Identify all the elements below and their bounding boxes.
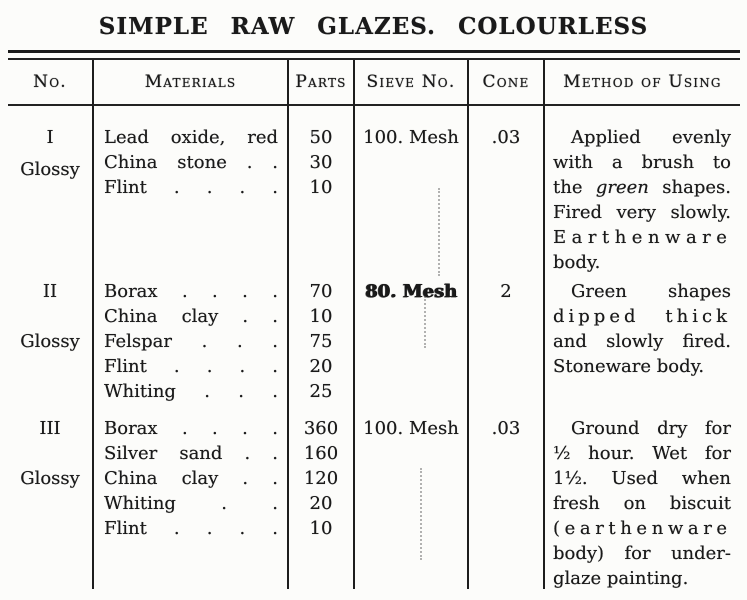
row-3-cone-cell: [467, 414, 543, 589]
parts-value: 70: [309, 281, 333, 302]
row-1-materials-cell: [92, 106, 287, 277]
method-text-italic: green: [595, 177, 649, 198]
material-line: Lead oxide, red: [104, 127, 278, 148]
material-line: Whiting . .: [104, 493, 278, 514]
parts-value: 25: [309, 381, 333, 402]
row-1-parts-cell: [287, 106, 353, 277]
row-1-sieve-cell: [353, 106, 467, 277]
material-line: China clay . .: [104, 306, 278, 327]
parts-value: 160: [303, 443, 339, 464]
material-line: Silver sand . .: [104, 443, 278, 464]
material-line: China clay . .: [104, 468, 278, 489]
table-top-double-rule: [8, 50, 740, 60]
row-2-cone-cell: [467, 277, 543, 414]
col-header-no: No.: [8, 60, 92, 106]
page-title: SIMPLE RAW GLAZES. COLOURLESS: [98, 13, 649, 40]
scan-artifact: [424, 296, 426, 348]
method-line: Applied evenly: [571, 127, 731, 148]
col-header-method: Method of Using: [543, 60, 740, 106]
method-line: Green shapes: [571, 281, 731, 302]
parts-value: 10: [309, 177, 333, 198]
method-line: glaze painting.: [553, 568, 689, 589]
parts-value: 20: [309, 493, 333, 514]
glaze-number: III: [39, 418, 61, 439]
parts-value: 360: [303, 418, 339, 439]
method-line: and slowly fired.: [553, 331, 731, 352]
method-line: (earthenware: [553, 518, 732, 539]
method-line: with a brush to: [553, 152, 731, 173]
sieve-value: 100. Mesh: [363, 418, 459, 439]
col-header-sieve: Sieve No.: [353, 60, 467, 106]
row-3-parts-cell: [287, 414, 353, 589]
scan-artifact: [438, 188, 440, 276]
col-header-cone: Cone: [467, 60, 543, 106]
method-text: shapes.: [662, 177, 731, 198]
method-line: body) for under-: [553, 543, 731, 564]
method-line: Earthenware: [553, 227, 733, 248]
method-line: Fired very slowly.: [553, 202, 731, 223]
row-1-no-cell: [8, 106, 92, 277]
row-1-cone-cell: [467, 106, 543, 277]
cone-value: .03: [491, 418, 521, 439]
cone-value: 2: [500, 281, 512, 302]
parts-value: 120: [303, 468, 339, 489]
glaze-number: II: [42, 281, 58, 302]
sieve-value: 80. Mesh: [364, 281, 458, 302]
glaze-number: I: [46, 127, 54, 148]
parts-value: 10: [309, 306, 333, 327]
row-2-parts-cell: [287, 277, 353, 414]
glaze-finish: Glossy: [20, 468, 80, 489]
method-line: ½ hour. Wet for: [553, 443, 731, 464]
material-line: Whiting . . .: [104, 381, 278, 402]
method-line: dipped thick: [553, 306, 731, 327]
parts-value: 50: [309, 127, 333, 148]
col-header-materials: Materials: [92, 60, 287, 106]
material-line: Borax . . . .: [104, 281, 278, 302]
material-line: Borax . . . .: [104, 418, 278, 439]
parts-value: 10: [309, 518, 333, 539]
cone-value: .03: [491, 127, 521, 148]
method-text: the: [553, 177, 583, 198]
material-line: China stone . .: [104, 152, 278, 173]
row-1-method-cell: [543, 106, 740, 277]
glaze-finish: Glossy: [20, 331, 80, 352]
material-line: Felspar . . .: [104, 331, 278, 352]
row-2-no-cell: [8, 277, 92, 414]
row-2-sieve-cell: [353, 277, 467, 414]
parts-value: 20: [309, 356, 333, 377]
method-line: body.: [553, 252, 601, 273]
method-line: 1½. Used when: [553, 468, 731, 489]
glaze-finish: Glossy: [20, 159, 80, 180]
method-line: fresh on biscuit: [553, 493, 731, 514]
row-3-sieve-cell: [353, 414, 467, 589]
parts-value: 75: [309, 331, 333, 352]
row-3-method-cell: [543, 414, 740, 589]
parts-value: 30: [309, 152, 333, 173]
row-3-materials-cell: [92, 414, 287, 589]
scan-artifact: [420, 468, 422, 560]
method-line: Stoneware body.: [553, 356, 705, 377]
row-3-no-cell: [8, 414, 92, 589]
material-line: Flint . . . .: [104, 356, 278, 377]
row-2-materials-cell: [92, 277, 287, 414]
col-header-parts: Parts: [287, 60, 353, 106]
method-line: [545, 175, 740, 200]
material-line: Flint . . . .: [104, 518, 278, 539]
method-line: Ground dry for: [571, 418, 731, 439]
material-line: Flint . . . .: [104, 177, 278, 198]
row-2-method-cell: [543, 277, 740, 414]
sieve-value: 100. Mesh: [363, 127, 459, 148]
glazes-table: [8, 60, 740, 589]
